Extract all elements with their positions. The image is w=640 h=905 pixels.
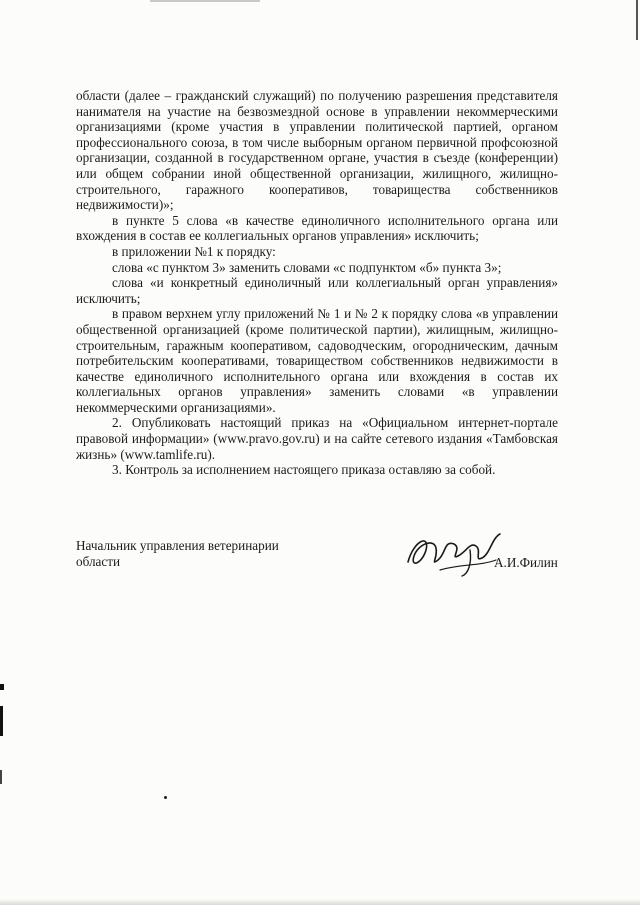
paragraph-appendix-1: в приложении №1 к порядку: — [112, 243, 276, 259]
paragraph-appendices-corner: в правом верхнем углу приложений № 1 и № 2 к порядку слова «в управлении общественной организацией (кроме политической партии), жилищным, жилищно-строительным, гаражным кооперативом, садоводческим, огородническим, дачным потребительским кооперативами, товариществом собственников недвижимости в качестве единоличного исполнительного органа или вхождения в состав их коллегиальных органов управления» заменить словами «в управлении некоммерческими организациями». — [76, 306, 558, 415]
paragraph-exclude-words: слова «и конкретный единоличный или коллегиальный орган управления» исключить; — [76, 275, 558, 306]
paragraph-publish: 2. Опубликовать настоящий приказ на «Официальном интернет-портале правовой информации» (www.pravo.gov.ru) и на сайте сетевого издания «Тамбовская жизнь» (www.tamlife.ru). — [76, 415, 558, 462]
scan-edge-mark — [0, 684, 4, 690]
paragraph-replace-words: слова «с пунктом 3» заменить словами «с подпунктом «б» пункта 3»; — [112, 259, 502, 275]
scan-dot — [164, 796, 167, 799]
handwritten-signature — [400, 520, 510, 580]
paragraph-continuation: области (далее – гражданский служащий) по получению разрешения представителя нанимателя на участие на безвозмездной основе в управлении некоммерческими организациями (кроме участия в управлении политической партией, органом профессионального союза, в том числе выборным органом первичной профсоюзной организации, созданной в государственном органе, участия в съезде (конференции) или общем собрании иной общественной организации, жилищного, жилищно-строительного, гаражного кооперативов, товарищества собственников недвижимости)»; — [76, 88, 558, 213]
signatory-name: А.И.Филин — [494, 555, 558, 570]
signatory-position — [76, 538, 279, 569]
signatory-position-line-2: области — [76, 553, 121, 569]
paragraph-point-5: в пункте 5 слова «в качестве единоличного исполнительного органа или вхождения в состав ее коллегиальных органов управления» исключить; — [76, 212, 558, 244]
signatory-position-line-1: Начальник управления ветеринарии — [76, 538, 279, 553]
scan-artifact-top — [150, 0, 260, 2]
scan-edge-mark — [0, 770, 2, 784]
scan-edge-mark — [0, 706, 3, 736]
scan-edge-mark — [636, 0, 638, 40]
scan-bottom-edge — [0, 899, 640, 905]
document-body — [76, 88, 558, 478]
paragraph-control: 3. Контроль за исполнением настоящего приказа оставляю за собой. — [112, 462, 496, 478]
